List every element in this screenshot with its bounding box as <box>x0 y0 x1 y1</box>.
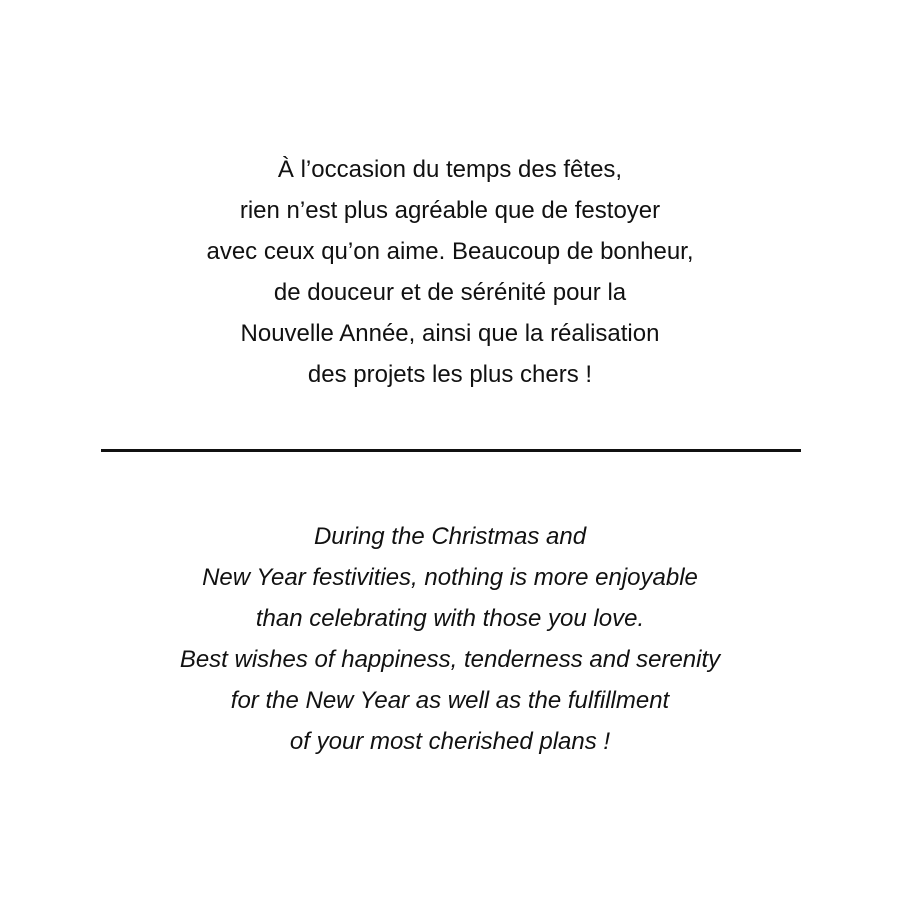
english-line: of your most cherished plans ! <box>289 728 611 755</box>
french-line: À l’occasion du temps des fêtes, <box>277 156 623 183</box>
french-greeting <box>0 149 900 395</box>
english-line: During the Christmas and <box>313 523 587 550</box>
section-divider <box>101 449 801 452</box>
english-line: New Year festivities, nothing is more enjoyable <box>202 564 698 591</box>
french-line: de douceur et de sérénité pour la <box>273 279 627 306</box>
french-line: des projets les plus chers ! <box>307 361 593 388</box>
english-greeting <box>0 516 900 762</box>
french-line: avec ceux qu’on aime. Beaucoup de bonheur, <box>206 238 694 265</box>
french-line: rien n’est plus agréable que de festoyer <box>239 197 661 224</box>
english-line: Best wishes of happiness, tenderness and serenity <box>179 646 721 673</box>
english-line: than celebrating with those you love. <box>255 605 645 632</box>
english-line: for the New Year as well as the fulfillment <box>230 687 670 714</box>
french-line: Nouvelle Année, ainsi que la réalisation <box>240 320 660 347</box>
